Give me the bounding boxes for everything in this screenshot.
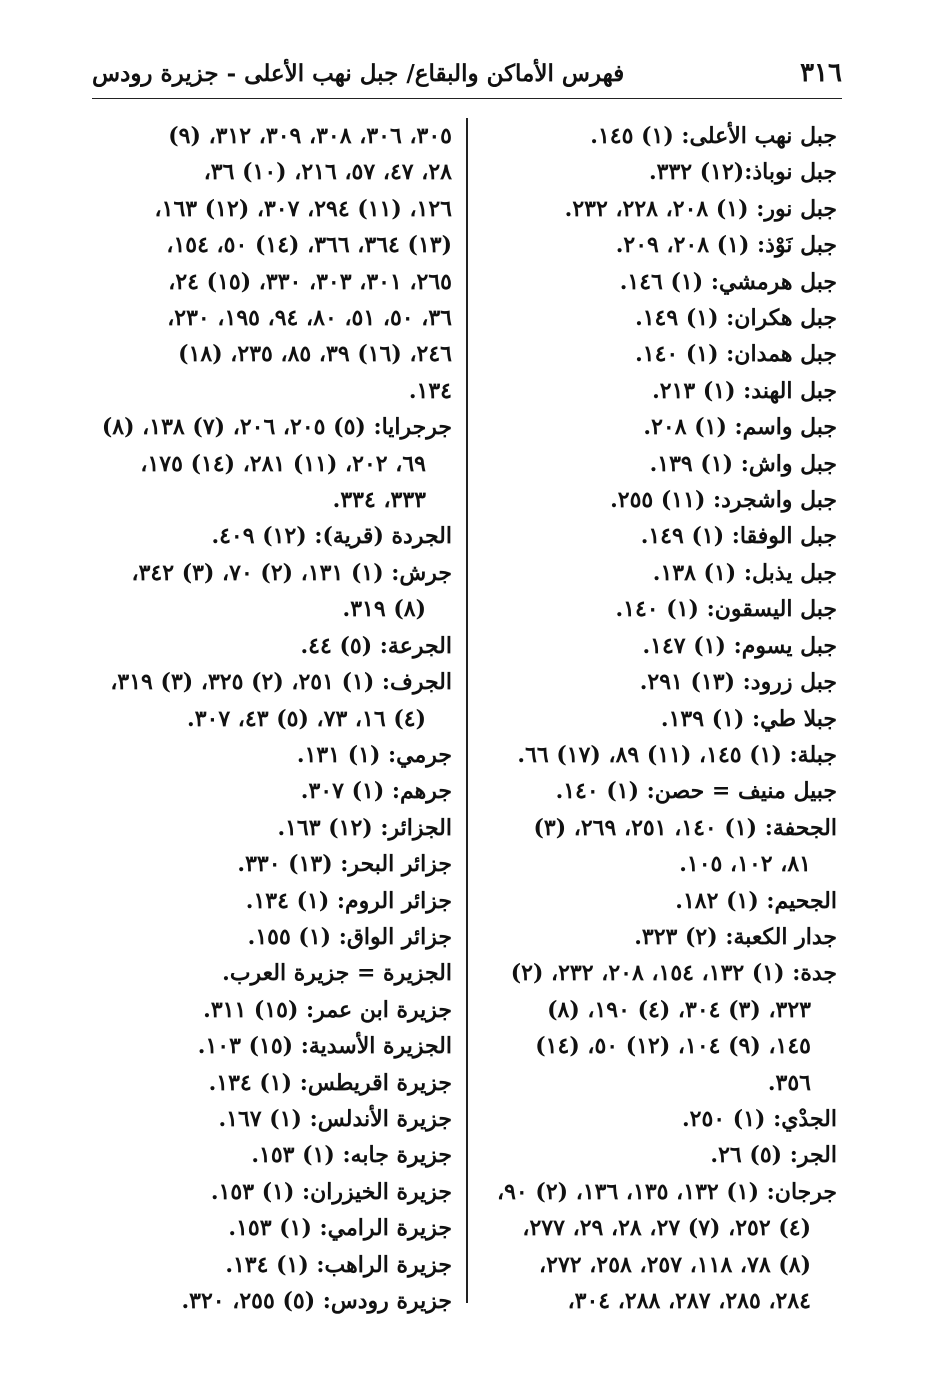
index-entry-line: الجزيرة = جزيرة العرب. [222, 960, 452, 987]
index-entry-line: ٢٦٥، ٣٠١، ٣٠٣، ٣٣٠، (١٥) ٢٤، [168, 268, 452, 295]
index-entry-line: جبل نهب الأعلى: (١) ١٤٥. [590, 123, 837, 149]
index-entry [487, 118, 837, 154]
index-entry-line: جزيرة رودس: (٥) ٢٥٥، ٣٢٠. [181, 1288, 452, 1314]
index-entry [487, 446, 837, 482]
index-entry [97, 628, 452, 664]
index-entry-line: جدار الكعبة: (٢) ٣٢٣. [634, 923, 837, 950]
page-number: ٣١٦ [800, 58, 842, 88]
index-entry-line: جرجان: (١) ١٣٢، ١٣٥، ١٣٦، (٢) ٩٠، [496, 1178, 837, 1205]
page-header [92, 58, 842, 99]
index-entry-line: الجزيرة الأسدية: (١٥) ١٠٣. [197, 1033, 452, 1060]
index-entry [487, 336, 837, 372]
index-entry [97, 810, 452, 846]
index-entry-line: جزيرة الأندلس: (١) ١٦٧. [218, 1105, 452, 1132]
index-entry-line: الجدْي: (١) ٢٥٠. [681, 1105, 837, 1132]
index-entry-line: جبل يذبل: (١) ١٣٨. [652, 559, 837, 586]
index-entry-line: ٢٨٤، ٢٨٥، ٢٨٧، ٢٨٨، ٣٠٤، [567, 1288, 811, 1314]
index-entry [97, 518, 452, 554]
index-entry-line: جبل واشجرد: (١١) ٢٥٥. [610, 487, 837, 514]
index-entry [487, 1137, 837, 1173]
index-entry-line: ١٣٤. [408, 377, 452, 404]
index-entry-line: جبل نَوْذ: (١) ٢٠٨، ٢٠٩. [615, 232, 837, 259]
index-entry-line: الجرف: (١) ٢٥١، (٢) ٣٢٥، (٣) ٣١٩، [110, 669, 452, 696]
index-entry-line: جرهم: (١) ٣٠٧. [300, 778, 452, 805]
index-entry-line: جزائر الروم: (١) ١٣٤. [245, 887, 452, 914]
index-entry-line: جبل الهند: (١) ٢١٣. [652, 377, 837, 404]
index-entry-line: الجر: (٥) ٢٦. [710, 1142, 837, 1169]
index-entry-line: جبل هرمشي: (١) ١٤٦. [619, 268, 837, 295]
index-entry [97, 1028, 452, 1064]
index-entry-line: جزيرة جابه: (١) ١٥٣. [251, 1142, 452, 1169]
index-entry-line: ٣٥٦. [767, 1069, 811, 1096]
index-entry-line: ٣٣٣، ٣٣٤. [332, 487, 426, 514]
column-divider [466, 118, 468, 1303]
index-entry [97, 737, 452, 773]
index-entry-line: جبلا طي: (١) ١٣٩. [660, 705, 837, 732]
index-entry-line: ٦٩، ٢٠٢، (١١) ٢٨١، (١٤) ١٧٥، [140, 450, 426, 477]
index-entry-line: جزيرة الخيزران: (١) ١٥٣. [210, 1178, 452, 1205]
index-entry [97, 919, 452, 955]
index-entry-line: جبل همدان: (١) ١٤٠. [635, 341, 837, 368]
index-entry [97, 955, 452, 991]
index-entry [97, 883, 452, 919]
index-entry [97, 773, 452, 809]
index-entry-line: جزيرة الراهب: (١) ١٣٤. [225, 1251, 452, 1278]
index-column-right [487, 118, 837, 1319]
index-entry-line: (١٣) ٣٦٤، ٣٦٦، (١٤) ٥٠، ١٥٤، [166, 232, 452, 259]
index-entry [487, 628, 837, 664]
index-entry-line: ١٤٥، (٩) ١٠٤، (١٢) ٥٠، (١٤) [535, 1033, 811, 1060]
index-entry [487, 1101, 837, 1137]
index-entry-line: (٤) ٢٥٢، (٧) ٢٧، ٢٨، ٢٩، ٢٧٧، [522, 1215, 811, 1242]
index-column-left [97, 118, 452, 1319]
index-entry [97, 1174, 452, 1210]
index-entry-line: جبل زرود: (١٣) ٢٩١. [639, 669, 837, 696]
index-entry-line: ٣٠٥، ٣٠٦، ٣٠٨، ٣٠٩، ٣١٢، (٩) [168, 123, 452, 149]
index-entry-line: جبل اليسقون: (١) ١٤٠. [615, 596, 837, 623]
index-entry-line: ١٢٦، (١١) ٢٩٤، ٣٠٧، (١٢) ١٦٣، [154, 195, 452, 222]
index-entry-line: جبل واش: (١) ١٣٩. [649, 450, 837, 477]
index-entry [487, 737, 837, 773]
index-entry-line: جبل يسوم: (١) ١٤٧. [642, 632, 837, 659]
index-entry-line: ٣٦، ٥٠، ٥١، ٨٠، ٩٤، ١٩٥، ٢٣٠، [167, 305, 452, 332]
index-entry-line: جبل واسم: (١) ٢٠٨. [643, 414, 837, 441]
index-entry [487, 264, 837, 300]
index-entry-line: جرجرايا: (٥) ٢٠٥، ٢٠٦، (٧) ١٣٨، (٨) [101, 414, 452, 441]
index-entry-line: الجردة (قرية): (١٢) ٤٠٩. [211, 523, 452, 550]
index-entry [97, 1247, 452, 1283]
index-entry [97, 1210, 452, 1246]
index-entry-line: جزيرة الرامي: (١) ١٥٣. [228, 1215, 452, 1242]
index-entry-line: جزيرة اقريطس: (١) ١٣٤. [208, 1069, 452, 1096]
index-entry [487, 518, 837, 554]
index-entry [97, 1065, 452, 1101]
index-entry [487, 409, 837, 445]
index-entry [487, 955, 837, 1101]
index-entry-line: الجحفة: (١) ١٤٠، ٢٥١، ٢٦٩، (٣) [533, 814, 837, 841]
index-entry-line: جرش: (١) ١٣١، (٢) ٧٠، (٣) ٣٤٢، [131, 559, 452, 586]
index-entry-line: الجحيم: (١) ١٨٢. [675, 887, 837, 914]
running-title: فهرس الأماكن والبقاع/ جبل نهب الأعلى - جزيرة رودس [92, 60, 625, 87]
index-entry [487, 555, 837, 591]
index-entry [487, 227, 837, 263]
index-entry [487, 591, 837, 627]
index-entry-line: جبلة: (١) ١٤٥، (١١) ٨٩، (١٧) ٦٦. [517, 741, 837, 768]
index-entry-line: جبيل منيف = حصن: (١) ١٤٠. [555, 778, 837, 805]
index-entry [97, 846, 452, 882]
index-entry [487, 919, 837, 955]
index-entry [97, 409, 452, 518]
index-entry [487, 300, 837, 336]
index-entry-line: جدة: (١) ١٣٢، ١٥٤، ٢٠٨، ٢٣٢، (٢) [510, 960, 837, 987]
index-entry-line: الجزائر: (١٢) ١٦٣. [277, 814, 452, 841]
index-entry-line: جبل هكران: (١) ١٤٩. [635, 305, 837, 332]
index-entry [487, 191, 837, 227]
index-entry-line: ٣٢٣، (٣) ٣٠٤، (٤) ١٩٠، (٨) [547, 996, 811, 1023]
index-entry [487, 154, 837, 190]
index-entry-line: (٨) ٧٨، ١١٨، ٢٥٧، ٢٥٨، ٢٧٢، [539, 1251, 811, 1278]
index-entry-line: جبل نوباذ:(١٢) ٣٣٢. [648, 159, 837, 186]
index-entry [487, 1174, 837, 1320]
index-entry-line: جبل الوفقا: (١) ١٤٩. [640, 523, 837, 550]
index-entry [97, 664, 452, 737]
index-entry [97, 118, 452, 409]
index-entry [487, 773, 837, 809]
index-entry [487, 883, 837, 919]
index-entry [97, 1137, 452, 1173]
index-entry [97, 992, 452, 1028]
index-entry [97, 1283, 452, 1319]
index-entry-line: جزائر البحر: (١٣) ٣٣٠. [237, 851, 452, 878]
index-entry [487, 664, 837, 700]
index-entry [487, 701, 837, 737]
index-entry-line: الجرعة: (٥) ٤٤. [300, 632, 452, 659]
index-entry-line: ٢٨، ٤٧، ٥٧، ٢١٦، (١٠) ٣٦، [203, 159, 452, 186]
index-entry-line: جزيرة ابن عمر: (١٥) ٣١١. [203, 996, 452, 1023]
index-entry-line: ٨١، ١٠٢، ١٠٥. [679, 851, 811, 878]
index-entry-line: جرمي: (١) ١٣١. [296, 741, 452, 768]
index-entry-line: جزائر الواق: (١) ١٥٥. [247, 923, 452, 950]
index-entry-line: ٢٤٦، (١٦) ٣٩، ٨٥، ٢٣٥، (١٨) [178, 341, 452, 368]
index-entry-line: (٤) ١٦، ٧٣، (٥) ٤٣، ٣٠٧. [187, 705, 426, 732]
index-entry-line: جبل نور: (١) ٢٠٨، ٢٢٨، ٢٣٢. [564, 195, 837, 222]
index-entry [487, 482, 837, 518]
index-entry [97, 555, 452, 628]
index-entry-line: (٨) ٣١٩. [342, 596, 426, 623]
index-entry [487, 373, 837, 409]
index-entry [487, 810, 837, 883]
index-entry [97, 1101, 452, 1137]
